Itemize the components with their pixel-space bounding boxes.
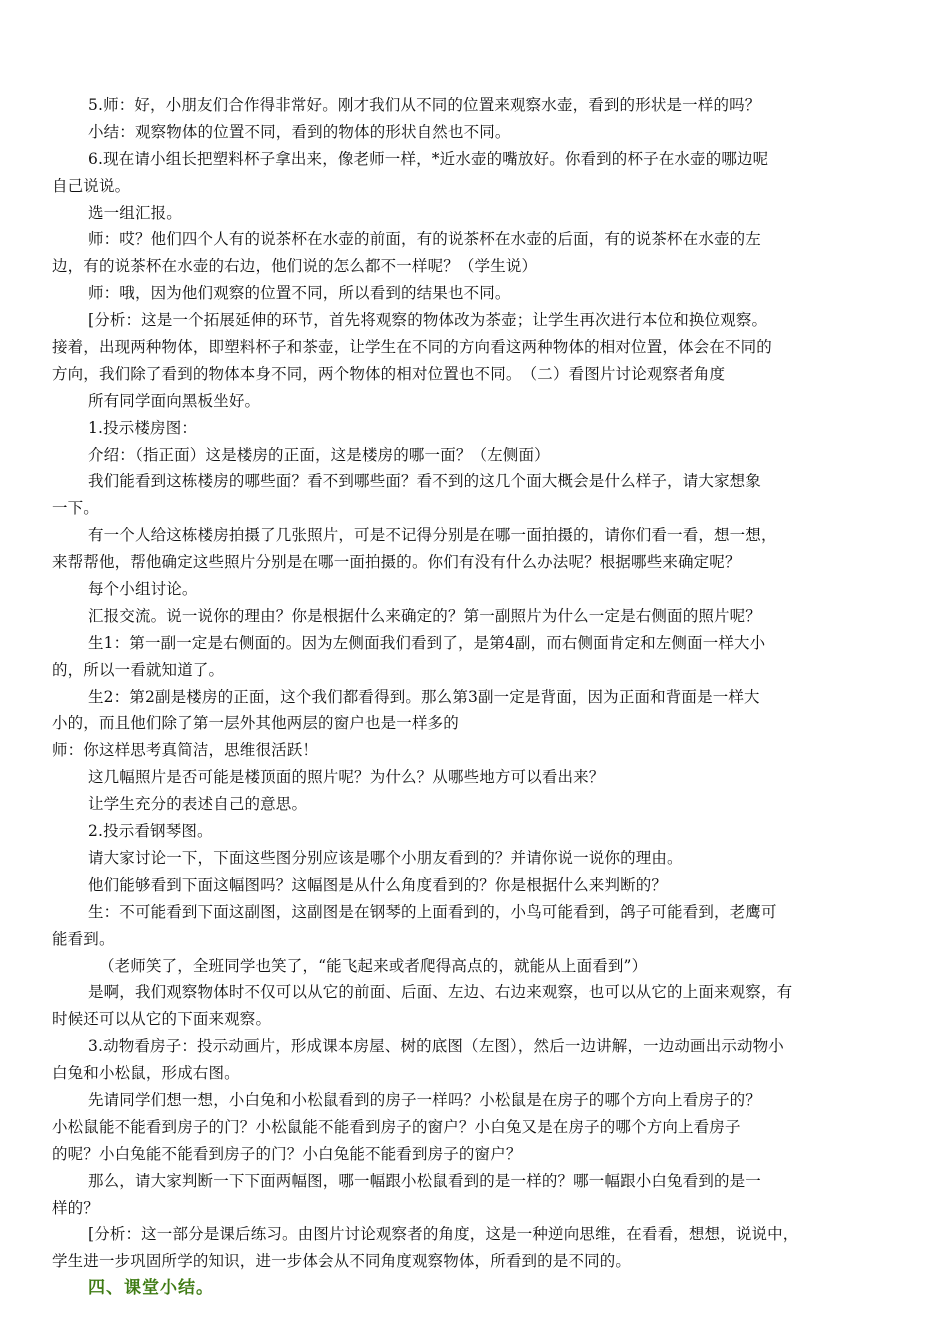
text-line: 我们能看到这栋楼房的哪些面？看不到哪些面？看不到的这几个面大概会是什么样子，请大家想象 xyxy=(88,472,761,491)
text-line: 介绍：（指正面）这是楼房的正面，这是楼房的哪一面？（左侧面） xyxy=(88,445,550,464)
section-heading: 四、课堂小结。 xyxy=(88,1278,214,1299)
text-line: 5.师：好，小朋友们合作得非常好。刚才我们从不同的位置来观察水壶，看到的形状是一样的吗？ xyxy=(88,96,761,114)
text-line: 有一个人给这栋楼房拍摄了几张照片，可是不记得分别是在哪一面拍摄的，请你们看一看，想一想， xyxy=(88,526,777,545)
text-line: 让学生充分的表述自己的意思。 xyxy=(88,795,308,814)
text-line: 小松鼠能不能看到房子的门？小松鼠能不能看到房子的窗户？小白兔又是在房子的哪个方向上看房子 xyxy=(52,1117,741,1136)
text-line: 白兔和小松鼠，形成右图。 xyxy=(52,1064,240,1083)
text-line: 所有同学面向黑板坐好。 xyxy=(88,391,261,410)
text-line: 师：哦，因为他们观察的位置不同，所以看到的结果也不同。 xyxy=(88,284,511,303)
text-line: 来帮帮他，帮他确定这些照片分别是在哪一面拍摄的。你们有没有什么办法呢？根据哪些来确定呢？ xyxy=(52,553,741,572)
text-line: 2.投示看钢琴图。 xyxy=(88,822,213,841)
text-line: （老师笑了，全班同学也笑了，“能飞起来或者爬得高点的，就能从上面看到”） xyxy=(99,956,648,975)
text-line: 3.动物看房子：投示动画片，形成课本房屋、树的底图（左图），然后一边讲解，一边动画出示动物小 xyxy=(88,1037,784,1056)
text-line: 师：哎？他们四个人有的说茶杯在水壶的前面，有的说茶杯在水壶的后面，有的说茶杯在水壶的左 xyxy=(88,230,761,249)
text-line: 边，有的说茶杯在水壶的右边，他们说的怎么都不一样呢？（学生说） xyxy=(52,257,538,276)
text-line: 那么，请大家判断一下下面两幅图，哪一幅跟小松鼠看到的是一样的？哪一幅跟小白兔看到的是一 xyxy=(88,1171,761,1190)
text-line: [分析：这是一个拓展延伸的环节，首先将观察的物体改为茶壶；让学生再次进行本位和换位观察。 xyxy=(88,311,768,330)
document-body xyxy=(52,92,908,1275)
text-line: 学生进一步巩固所学的知识，进一步体会从不同角度观察物体，所看到的是不同的。 xyxy=(52,1252,632,1271)
text-line: 方向，我们除了看到的物体本身不同，两个物体的相对位置也不同。 （二）看图片讨论观察者角度 xyxy=(52,364,726,383)
text-line: 生2：第2副是楼房的正面，这个我们都看得到。那么第3副一定是背面，因为正面和背面是一样大 xyxy=(88,687,760,706)
text-line: 小的，而且他们除了第一层外其他两层的窗户也是一样多的 xyxy=(52,714,459,733)
text-line: 先请同学们想一想，小白兔和小松鼠看到的房子一样吗？小松鼠是在房子的哪个方向上看房子的？ xyxy=(88,1090,761,1109)
text-line: 请大家讨论一下，下面这些图分别应该是哪个小朋友看到的？并请你说一说你的理由。 xyxy=(88,848,683,867)
text-line: 这几幅照片是否可能是楼顶面的照片呢？为什么？从哪些地方可以看出来？ xyxy=(88,768,605,787)
text-line: 1.投示楼房图： xyxy=(88,418,197,437)
text-line: 每个小组讨论。 xyxy=(88,580,198,599)
text-line: 师：你这样思考真简洁，思维很活跃！ xyxy=(52,741,319,760)
text-line: 生1：第一副一定是右侧面的。因为左侧面我们看到了，是第4副，而右侧面肯定和左侧面一样大小 xyxy=(88,633,766,652)
text-line: 选一组汇报。 xyxy=(88,203,182,222)
text-line: 6.现在请小组长把塑料杯子拿出来，像老师一样，*近水壶的嘴放好。你看到的杯子在水壶的哪边呢 xyxy=(88,149,769,168)
text-line: 的呢？小白兔能不能看到房子的门？小白兔能不能看到房子的窗户？ xyxy=(52,1144,522,1163)
text-line: 接着，出现两种物体，即塑料杯子和茶壶，让学生在不同的方向看这两种物体的相对位置，体会在不同的 xyxy=(52,338,772,357)
text-line: 生：不可能看到下面这副图，这副图是在钢琴的上面看到的，小鸟可能看到，鸽子可能看到，老鹰可 xyxy=(88,902,777,921)
text-line: [分析：这一部分是课后练习。由图片讨论观察者的角度，这是一种逆向思维，在看看，想想，说说中， xyxy=(88,1225,799,1244)
text-line: 自己说说。 xyxy=(52,176,131,195)
text-line: 是啊，我们观察物体时不仅可以从它的前面、后面、左边、右边来观察，也可以从它的上面来观察，有 xyxy=(88,983,793,1002)
document-page xyxy=(52,92,908,1302)
text-line: 小结：观察物体的位置不同，看到的物体的形状自然也不同。 xyxy=(88,122,511,141)
text-line: 能看到。 xyxy=(52,929,115,948)
text-line: 的，所以一看就知道了。 xyxy=(52,660,225,679)
text-line: 他们能够看到下面这幅图吗？这幅图是从什么角度看到的？你是根据什么来判断的？ xyxy=(88,875,668,894)
text-line: 汇报交流。说一说你的理由？你是根据什么来确定的？第一副照片为什么一定是右侧面的照片呢？ xyxy=(88,606,761,625)
text-line: 时候还可以从它的下面来观察。 xyxy=(52,1010,272,1029)
text-line: 一下。 xyxy=(52,499,99,518)
text-line: 样的？ xyxy=(52,1198,99,1217)
